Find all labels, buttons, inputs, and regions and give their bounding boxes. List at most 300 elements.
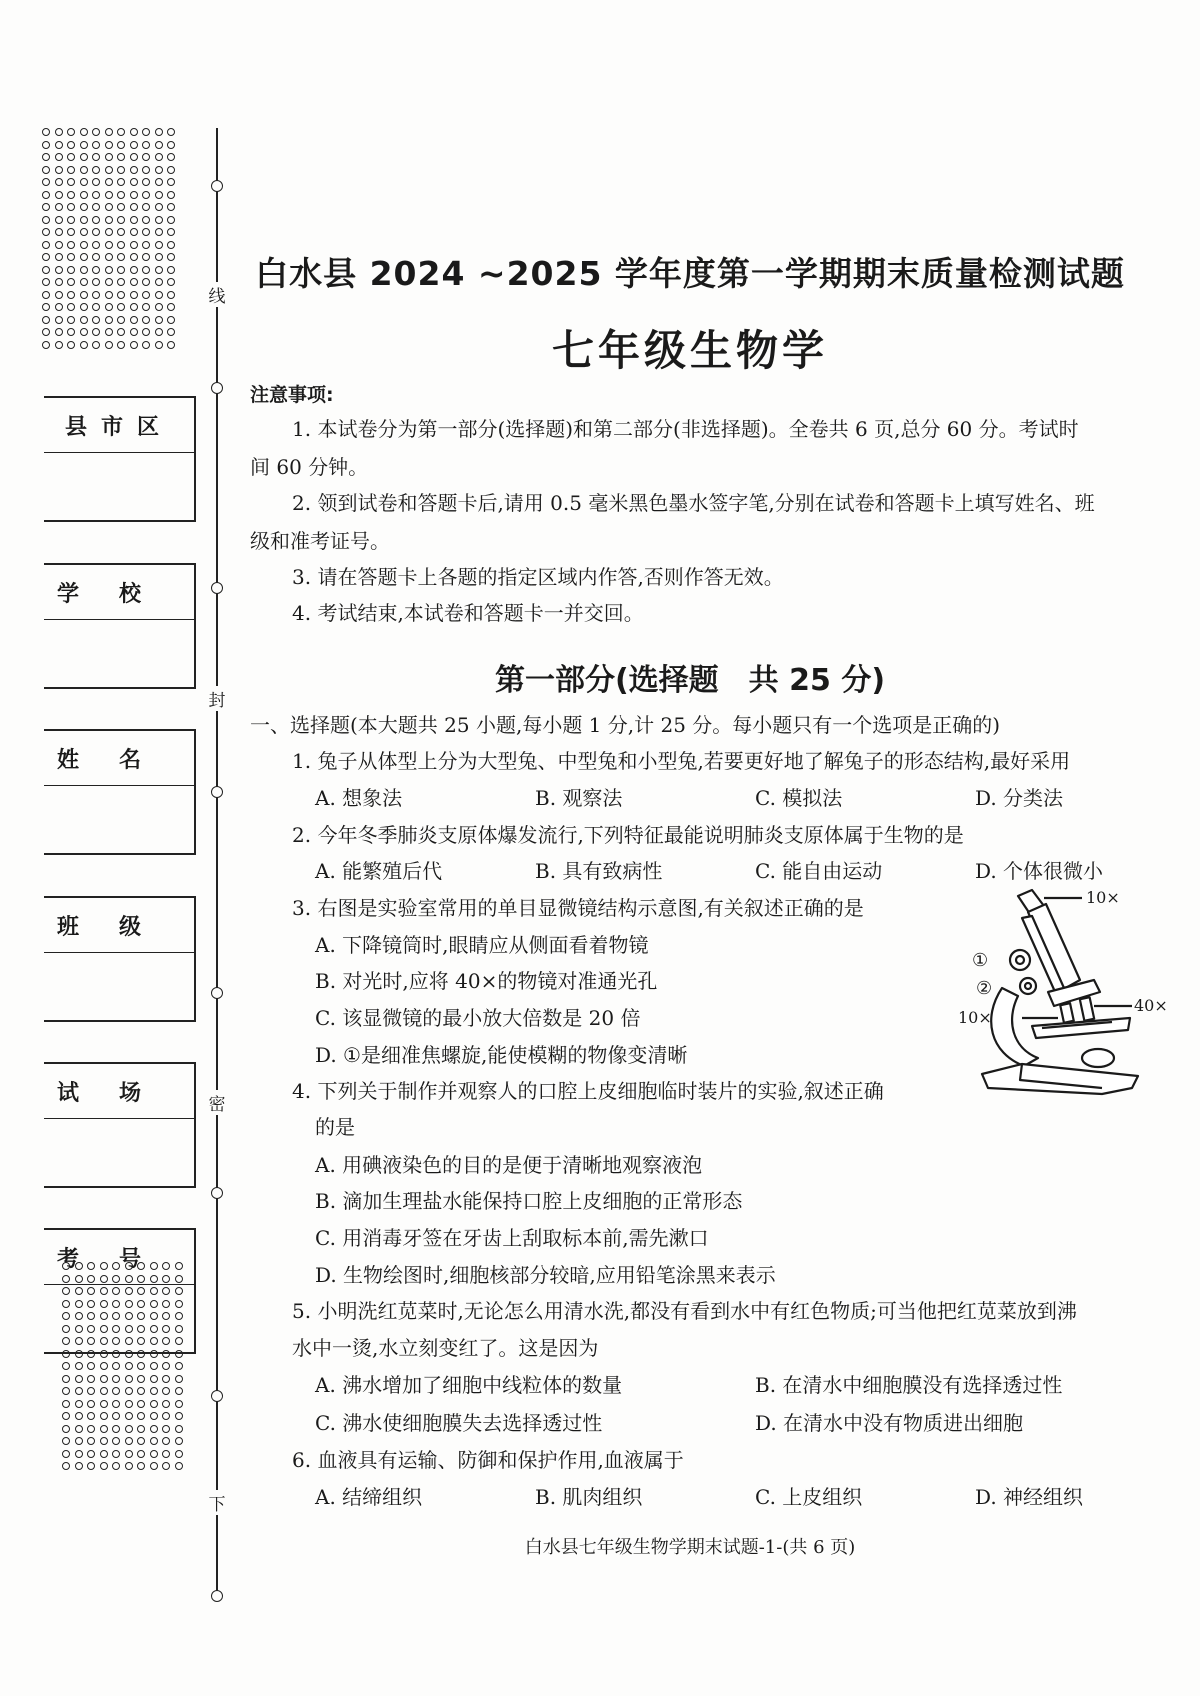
dot (67, 253, 75, 261)
dot (130, 228, 138, 236)
dot (55, 141, 63, 149)
dot (142, 216, 150, 224)
dot (100, 1450, 108, 1458)
dot (92, 278, 100, 286)
dot (67, 128, 75, 136)
dot (105, 303, 113, 311)
info-box-room (44, 1062, 196, 1188)
dot (162, 1437, 170, 1445)
dot (75, 1462, 83, 1470)
dot (130, 303, 138, 311)
binding-char-feng: 封 (206, 686, 228, 711)
option: A. 下降镜筒时,眼睛应从侧面看着物镜 (315, 933, 649, 957)
dot (150, 1412, 158, 1420)
dot (137, 1375, 145, 1383)
dot (55, 128, 63, 136)
dot (175, 1437, 183, 1445)
question-stem: 水中一烫,水立刻变红了。这是因为 (292, 1336, 599, 1360)
dot (67, 178, 75, 186)
binding-char-xian: 线 (206, 282, 228, 307)
dot-pattern-top (42, 128, 180, 353)
dot (55, 303, 63, 311)
option: A. 沸水增加了细胞中线粒体的数量 (315, 1373, 623, 1397)
info-box-county (44, 396, 196, 522)
dot (117, 278, 125, 286)
dot (150, 1437, 158, 1445)
dot (80, 141, 88, 149)
dot (155, 341, 163, 349)
dot (92, 328, 100, 336)
dot (55, 153, 63, 161)
dot (100, 1387, 108, 1395)
dot (155, 216, 163, 224)
dot (155, 203, 163, 211)
label-objective-high: 40× (1134, 996, 1168, 1015)
dot (167, 203, 175, 211)
dot (117, 291, 125, 299)
dot (137, 1450, 145, 1458)
dot (87, 1450, 95, 1458)
dot (155, 153, 163, 161)
dot (42, 316, 50, 324)
section-heading: 一、选择题(本大题共 25 小题,每小题 1 分,计 25 分。每小题只有一个选项是正确的) (250, 713, 1001, 737)
info-label: 试场 (44, 1064, 194, 1119)
dot (142, 178, 150, 186)
info-label: 学校 (44, 565, 194, 620)
dot (42, 203, 50, 211)
dot (155, 128, 163, 136)
dot (142, 141, 150, 149)
dot (175, 1387, 183, 1395)
dot (87, 1362, 95, 1370)
dot (62, 1462, 70, 1470)
dot (112, 1437, 120, 1445)
info-box-class (44, 896, 196, 1022)
option: D. 神经组织 (975, 1485, 1084, 1509)
dot (105, 216, 113, 224)
dot (130, 291, 138, 299)
dot (80, 328, 88, 336)
dot (125, 1412, 133, 1420)
option: B. 滴加生理盐水能保持口腔上皮细胞的正常形态 (315, 1189, 743, 1213)
dot (42, 228, 50, 236)
dot (142, 128, 150, 136)
dot (92, 241, 100, 249)
dot (175, 1425, 183, 1433)
dot (155, 141, 163, 149)
dot (105, 328, 113, 336)
dot (130, 241, 138, 249)
dot (112, 1375, 120, 1383)
dot (155, 328, 163, 336)
dot (162, 1412, 170, 1420)
dot (92, 166, 100, 174)
dot (167, 228, 175, 236)
info-field-exam-number[interactable] (44, 1285, 194, 1355)
dot (92, 266, 100, 274)
dot (80, 278, 88, 286)
question-stem: 4. 下列关于制作并观察人的口腔上皮细胞临时装片的实验,叙述正确 (292, 1079, 884, 1103)
dot (42, 278, 50, 286)
note-item: 2. 领到试卷和答题卡后,请用 0.5 毫米黑色墨水签字笔,分别在试卷和答题卡上填写姓名、班 (292, 491, 1095, 515)
dot (42, 191, 50, 199)
dot (162, 1450, 170, 1458)
option: D. 生物绘图时,细胞核部分较暗,应用铅笔涂黑来表示 (315, 1263, 776, 1287)
dot (80, 316, 88, 324)
dot (55, 328, 63, 336)
dot (92, 191, 100, 199)
dot (87, 1437, 95, 1445)
option: D. ①是细准焦螺旋,能使模糊的物像变清晰 (315, 1043, 688, 1067)
dot (167, 266, 175, 274)
dot (42, 241, 50, 249)
dot (92, 216, 100, 224)
option: D. 分类法 (975, 786, 1064, 810)
question-stem: 6. 血液具有运输、防御和保护作用,血液属于 (292, 1448, 684, 1472)
dot (130, 328, 138, 336)
dot (142, 266, 150, 274)
dot (167, 291, 175, 299)
dot (117, 341, 125, 349)
dot (62, 1362, 70, 1370)
dot (67, 341, 75, 349)
dot (92, 253, 100, 261)
dot (125, 1425, 133, 1433)
dot (142, 153, 150, 161)
dot (80, 203, 88, 211)
dot (142, 253, 150, 261)
dot (155, 303, 163, 311)
dot (80, 191, 88, 199)
dot (125, 1362, 133, 1370)
dot (155, 178, 163, 186)
info-label: 县市区 (44, 398, 194, 453)
binding-circle (211, 582, 223, 594)
option: C. 该显微镜的最小放大倍数是 20 倍 (315, 1006, 641, 1030)
binding-char-xia: 下 (206, 1490, 228, 1515)
dot (75, 1450, 83, 1458)
dot (125, 1400, 133, 1408)
dot (130, 166, 138, 174)
dot (162, 1387, 170, 1395)
dot (67, 191, 75, 199)
option: B. 对光时,应将 40×的物镜对准通光孔 (315, 969, 658, 993)
microscope-drawing (962, 888, 1172, 1098)
dot (130, 266, 138, 274)
dot (142, 166, 150, 174)
info-field-school[interactable] (44, 620, 194, 690)
dot (167, 216, 175, 224)
dot (142, 316, 150, 324)
option: C. 用消毒牙签在牙齿上刮取标本前,需先漱口 (315, 1226, 709, 1250)
dot (137, 1437, 145, 1445)
note-item: 级和准考证号。 (250, 529, 390, 553)
info-field-room[interactable] (44, 1119, 194, 1189)
dot (155, 228, 163, 236)
dot (42, 141, 50, 149)
dot (117, 228, 125, 236)
dot (150, 1425, 158, 1433)
option: C. 沸水使细胞膜失去选择透过性 (315, 1411, 603, 1435)
info-label: 考号 (44, 1230, 194, 1285)
dot (100, 1362, 108, 1370)
dot (55, 291, 63, 299)
dot (92, 178, 100, 186)
dot (62, 1437, 70, 1445)
binding-circle (211, 786, 223, 798)
dot (130, 191, 138, 199)
dot (125, 1462, 133, 1470)
dot (167, 128, 175, 136)
dot (42, 328, 50, 336)
dot (80, 228, 88, 236)
dot (175, 1400, 183, 1408)
option: D. 在清水中没有物质进出细胞 (755, 1411, 1024, 1435)
option: A. 结缔组织 (315, 1485, 423, 1509)
dot (162, 1425, 170, 1433)
dot (162, 1400, 170, 1408)
dot (112, 1462, 120, 1470)
option: B. 肌肉组织 (535, 1485, 643, 1509)
dot (150, 1387, 158, 1395)
dot (87, 1375, 95, 1383)
dot (167, 178, 175, 186)
info-field-name[interactable] (44, 786, 194, 856)
dot (92, 341, 100, 349)
dot (167, 303, 175, 311)
dot (125, 1450, 133, 1458)
dot (92, 203, 100, 211)
dot (55, 266, 63, 274)
question-stem: 的是 (315, 1115, 355, 1139)
dot (87, 1425, 95, 1433)
info-box-school (44, 563, 196, 689)
dot (167, 328, 175, 336)
binding-circle (211, 382, 223, 394)
info-box-name (44, 729, 196, 855)
dot (92, 228, 100, 236)
part1-title: 第一部分(选择题 共 25 分) (494, 663, 886, 698)
dot (117, 166, 125, 174)
dot (150, 1400, 158, 1408)
label-part-1: ① (972, 950, 989, 971)
dot (142, 328, 150, 336)
dot (55, 341, 63, 349)
dot (87, 1412, 95, 1420)
dot (130, 341, 138, 349)
option: B. 在清水中细胞膜没有选择透过性 (755, 1373, 1063, 1397)
dot (105, 166, 113, 174)
dot (80, 178, 88, 186)
dot (100, 1375, 108, 1383)
label-eyepiece-magnification: 10× (1086, 888, 1120, 907)
dot (105, 316, 113, 324)
note-item: 1. 本试卷分为第一部分(选择题)和第二部分(非选择题)。全卷共 6 页,总分 60 分。考试时 (292, 417, 1079, 441)
dot (175, 1362, 183, 1370)
dot (137, 1425, 145, 1433)
dot (105, 278, 113, 286)
binding-circle (211, 180, 223, 192)
microscope-diagram (958, 888, 1172, 1102)
dot (112, 1362, 120, 1370)
dot (142, 303, 150, 311)
dot (67, 216, 75, 224)
dot (92, 141, 100, 149)
binding-circle (211, 1590, 223, 1602)
dot (67, 316, 75, 324)
dot (167, 316, 175, 324)
dot (67, 203, 75, 211)
question-stem: 1. 兔子从体型上分为大型兔、中型兔和小型兔,若要更好地了解兔子的形态结构,最好采用 (292, 749, 1071, 773)
dot (42, 253, 50, 261)
dot (167, 253, 175, 261)
dot (117, 178, 125, 186)
dot (125, 1375, 133, 1383)
dot (105, 266, 113, 274)
dot (80, 266, 88, 274)
dot (105, 241, 113, 249)
dot (75, 1375, 83, 1383)
info-field-class[interactable] (44, 953, 194, 1023)
dot (142, 341, 150, 349)
dot (117, 203, 125, 211)
dot (67, 278, 75, 286)
dot (105, 203, 113, 211)
dot (117, 141, 125, 149)
dot (142, 241, 150, 249)
dot (55, 241, 63, 249)
dot (100, 1425, 108, 1433)
dot (55, 166, 63, 174)
dot (117, 153, 125, 161)
dot (167, 141, 175, 149)
dot (105, 228, 113, 236)
option: D. 个体很微小 (975, 859, 1104, 883)
dot (167, 341, 175, 349)
dot (130, 141, 138, 149)
dot (130, 153, 138, 161)
question-stem: 5. 小明洗红苋菜时,无论怎么用清水洗,都没有看到水中有红色物质;可当他把红苋菜放到沸 (292, 1299, 1077, 1323)
dot (62, 1412, 70, 1420)
exam-title: 白水县 2024 ~2025 学年度第一学期期末质量检测试题 (255, 254, 1125, 293)
dot (167, 278, 175, 286)
dot (55, 278, 63, 286)
dot (117, 266, 125, 274)
dot (167, 166, 175, 174)
dot (75, 1387, 83, 1395)
dot (87, 1400, 95, 1408)
dot (80, 166, 88, 174)
dot (55, 216, 63, 224)
dot (112, 1412, 120, 1420)
dot (162, 1462, 170, 1470)
dot (42, 303, 50, 311)
dot (62, 1375, 70, 1383)
dot (75, 1425, 83, 1433)
option: C. 模拟法 (755, 786, 843, 810)
dot (92, 153, 100, 161)
dot (117, 253, 125, 261)
note-item: 4. 考试结束,本试卷和答题卡一并交回。 (292, 601, 644, 625)
dot (87, 1462, 95, 1470)
dot (105, 141, 113, 149)
notes-heading: 注意事项: (250, 384, 334, 406)
dot (137, 1387, 145, 1395)
info-field-county[interactable] (44, 453, 194, 523)
dot (100, 1412, 108, 1420)
dot (155, 291, 163, 299)
dot (167, 241, 175, 249)
dot (162, 1375, 170, 1383)
option: B. 具有致病性 (535, 859, 663, 883)
dot (42, 128, 50, 136)
page-footer: 白水县七年级生物学期末试题-1-(共 6 页) (524, 1537, 856, 1558)
label-objective-low: 10× (958, 1008, 992, 1027)
dot (42, 178, 50, 186)
dot (150, 1362, 158, 1370)
binding-circle (211, 987, 223, 999)
question-stem: 3. 右图是实验室常用的单目显微镜结构示意图,有关叙述正确的是 (292, 896, 864, 920)
dot (155, 191, 163, 199)
dot (55, 178, 63, 186)
binding-line (216, 128, 218, 1598)
info-label: 班级 (44, 898, 194, 953)
dot (125, 1437, 133, 1445)
subject-title: 七年级生物学 (551, 326, 828, 375)
dot (130, 203, 138, 211)
dot (100, 1437, 108, 1445)
dot (67, 266, 75, 274)
dot (130, 278, 138, 286)
dot (42, 341, 50, 349)
option: C. 上皮组织 (755, 1485, 863, 1509)
dot (55, 228, 63, 236)
dot (105, 128, 113, 136)
dot (75, 1362, 83, 1370)
dot (55, 203, 63, 211)
dot (167, 153, 175, 161)
dot (80, 253, 88, 261)
dot (42, 291, 50, 299)
dot (67, 228, 75, 236)
dot (137, 1412, 145, 1420)
dot (67, 241, 75, 249)
dot (155, 241, 163, 249)
dot (130, 253, 138, 261)
note-item: 间 60 分钟。 (250, 455, 369, 479)
dot (162, 1362, 170, 1370)
dot (125, 1387, 133, 1395)
dot (117, 316, 125, 324)
dot (42, 216, 50, 224)
dot (155, 266, 163, 274)
dot (175, 1412, 183, 1420)
dot (55, 191, 63, 199)
dot (175, 1462, 183, 1470)
dot (75, 1400, 83, 1408)
dot (155, 278, 163, 286)
dot (137, 1362, 145, 1370)
dot (67, 153, 75, 161)
dot (42, 166, 50, 174)
dot (137, 1400, 145, 1408)
dot (142, 191, 150, 199)
dot (67, 328, 75, 336)
dot (150, 1462, 158, 1470)
dot (67, 291, 75, 299)
dot (117, 241, 125, 249)
dot (62, 1425, 70, 1433)
